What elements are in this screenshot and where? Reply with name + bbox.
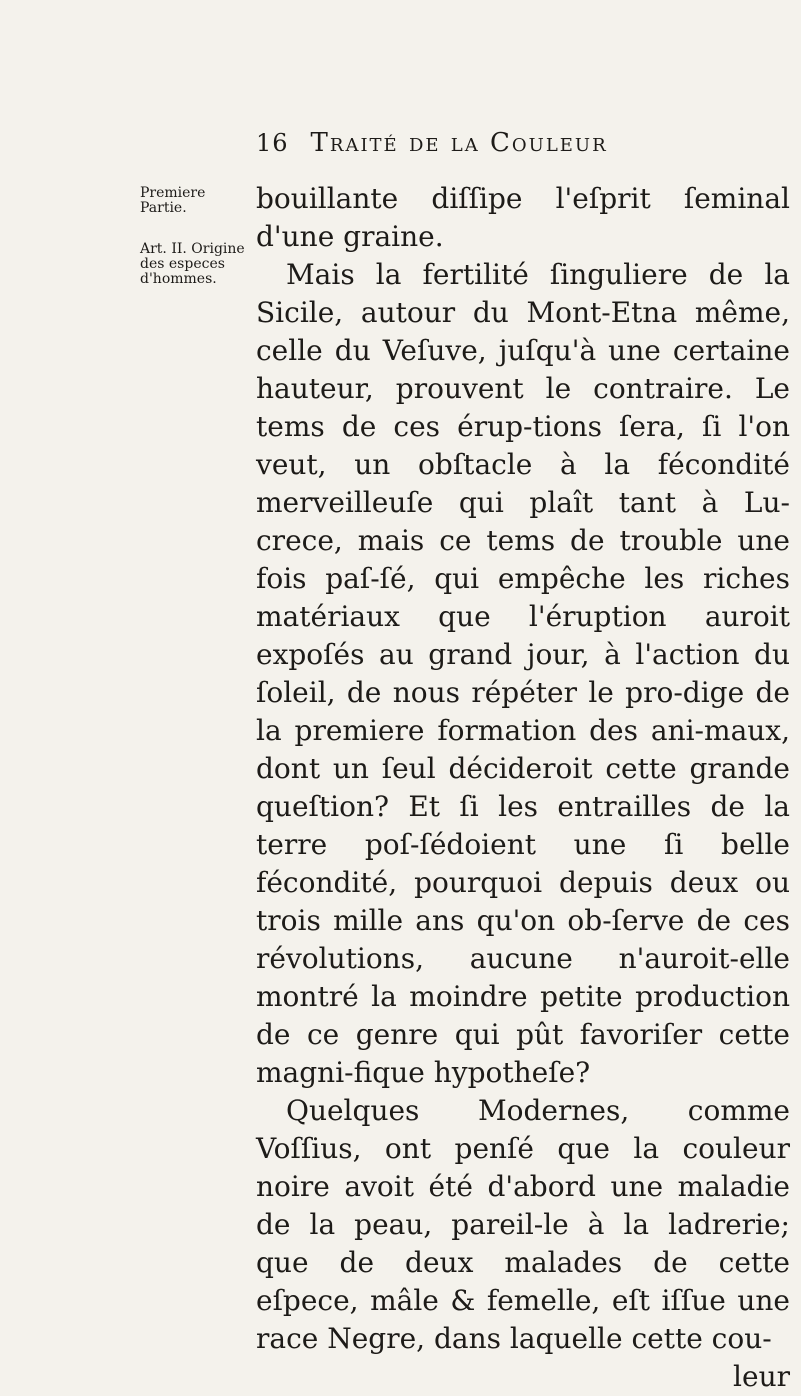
margin-note-article: Art. II. Origine des especes d'hommes. [140,241,245,287]
paragraph-modernes: Quelques Modernes, comme Voſſius, ont penſé que la couleur noire avoit été d'abord une maladie de la peau, pareil-le à la ladrerie; que de deux malades de cette eſpece, mâle & femelle, eſt iſſue une race Negre, dans laquelle cette cou- [256,1094,790,1355]
running-title: Traité de la Couleur [310,128,608,158]
paragraph-continuation: bouillante diſſipe l'eſprit ſeminal d'une graine. [256,182,790,253]
paragraph-sicile: Mais la fertilité ſinguliere de la Sicile, autour du Mont-Etna même, celle du Veſuve, juſqu'à une certaine hauteur, prouvent le contraire. Le tems de ces érup-tions ſera, ſi l'on veut, un obſtacle à la fécondité merveilleuſe qui plaît tant à Lu-crece, mais ce tems de trouble une fois paſ-ſé, qui empêche les riches matériaux que l'éruption auroit expoſés au grand jour, à l'action du ſoleil, de nous répéter le pro-dige de la premiere formation des ani-maux, dont un ſeul décideroit cette grande queſtion? Et ſi les entrailles de la terre poſ-ſédoient une ſi belle fécondité, pourquoi depuis deux ou trois mille ans qu'on ob-ſerve de ces révolutions, aucune n'auroit-elle montré la moindre petite production de ce genre qui pût favoriſer cette magni-fique hypotheſe? [256,258,790,1089]
page-number: 16 [256,129,289,157]
catchword: leur [733,1360,790,1393]
page-header [256,128,796,168]
body-text [256,180,790,1396]
margin-note-partie: Premiere Partie. [140,185,206,216]
